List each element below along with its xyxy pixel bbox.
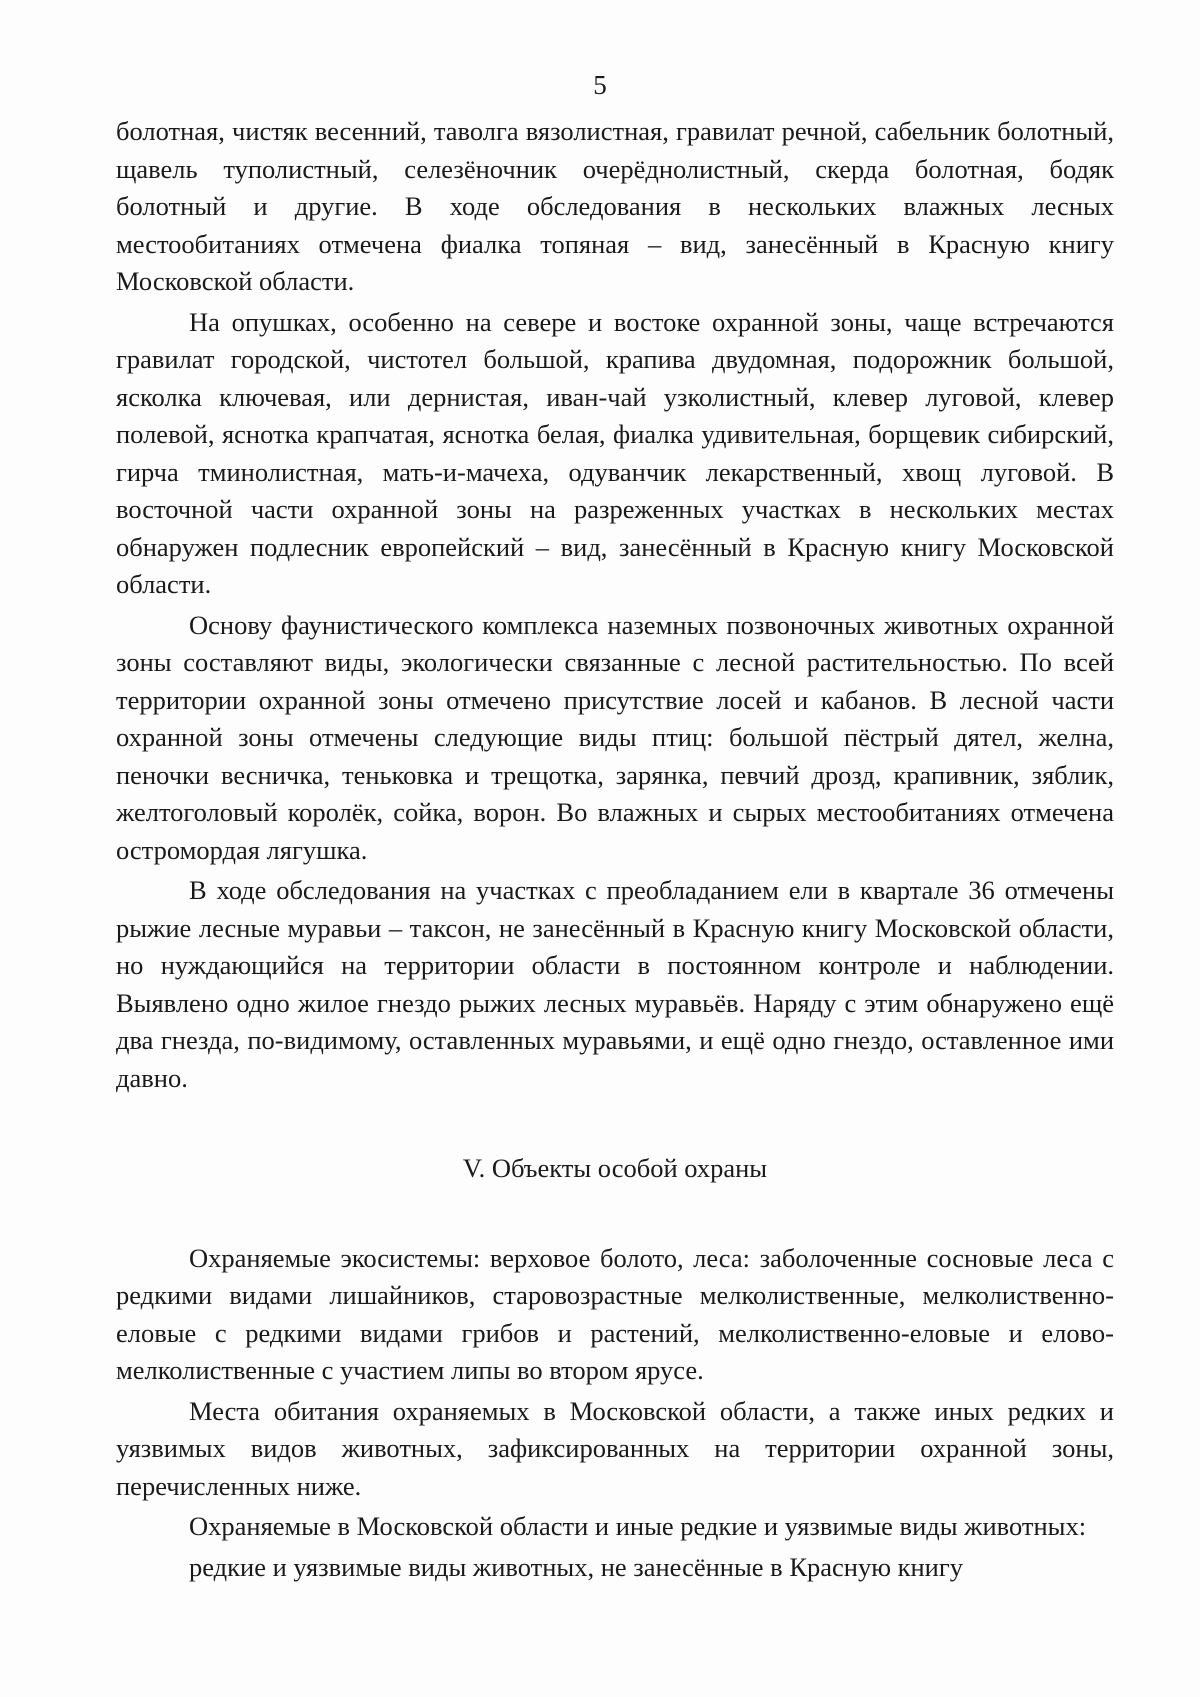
page-number: 5 — [593, 70, 607, 100]
paragraph-continued: болотная, чистяк весенний, таволга вязолистная, гравилат речной, сабельник болотный, щавель туполистный, селезёночник очерёднолистный, скерда болотная, бодяк болотный и другие. В ходе обследования в нескольких влажных лесных местообитаниях отмечена фиалка топяная – вид, занесённый в Красную книгу Московской области. — [116, 116, 1114, 296]
paragraph-protected-species: Охраняемые в Московской области и иные редкие и уязвимые виды животных: — [189, 1511, 1087, 1541]
paragraph-ecosystems: Охраняемые экосистемы: верховое болото, леса: заболоченные сосновые леса с редкими видами лишайников, старовозрастные мелколиственные, мелколиственно-еловые с редкими видами грибов и растений, мелколиственно-еловые и елово-мелколиственные с участием липы во втором ярусе. — [116, 1242, 1114, 1385]
section-heading: V. Объекты особой охраны — [462, 1153, 768, 1183]
paragraph-rare-species: редкие и уязвимые виды животных, не занесённые в Красную книгу — [189, 1551, 963, 1582]
paragraph-fauna: Основу фаунистического комплекса наземных позвоночных животных охранной зоны составляют виды, экологически связанные с лесной растительностью. По всей территории охранной зоны отмечено присутствие лосей и кабанов. В лесной части охранной зоны отмечены следующие виды птиц: большой пёстрый дятел, желна, пеночки весничка, теньковка и трещотка, зарянка, певчий дрозд, крапивник, зяблик, желтоголовый королёк, сойка, ворон. Во влажных и сырых местообитаниях отмечена остромордая лягушка. — [116, 609, 1114, 865]
paragraph-ants: В ходе обследования на участках с преобладанием ели в квартале 36 отмечены рыжие лесные муравьи – таксон, не занесённый в Красную книгу Московской области, но нуждающийся на территории области в постоянном контроле и наблюдении. Выявлено одно жилое гнездо рыжих лесных муравьёв. Наряду с этим обнаружено ещё два гнезда, по-видимому, оставленных муравьями, и ещё одно гнездо, оставленное ими давно. — [116, 875, 1114, 1093]
document-body — [116, 113, 1114, 1586]
paragraph-habitats: Места обитания охраняемых в Московской области, а также иных редких и уязвимых видов животных, зафиксированных на территории охранной зоны, перечисленных ниже. — [116, 1395, 1114, 1501]
paragraph-forest-edges: На опушках, особенно на севере и востоке охранной зоны, чаще встречаются гравилат городской, чистотел большой, крапива двудомная, подорожник большой, ясколка ключевая, или дернистая, иван-чай узколистный, клевер луговой, клевер полевой, яснотка крапчатая, яснотка белая, фиалка удивительная, борщевик сибирский, гирча тминолистная, мать-и-мачеха, одуванчик лекарственный, хвощ луговой. В восточной части охранной зоны на разреженных участках в нескольких местах обнаружен подлесник европейский – вид, занесённый в Красную книгу Московской области. — [116, 306, 1114, 599]
